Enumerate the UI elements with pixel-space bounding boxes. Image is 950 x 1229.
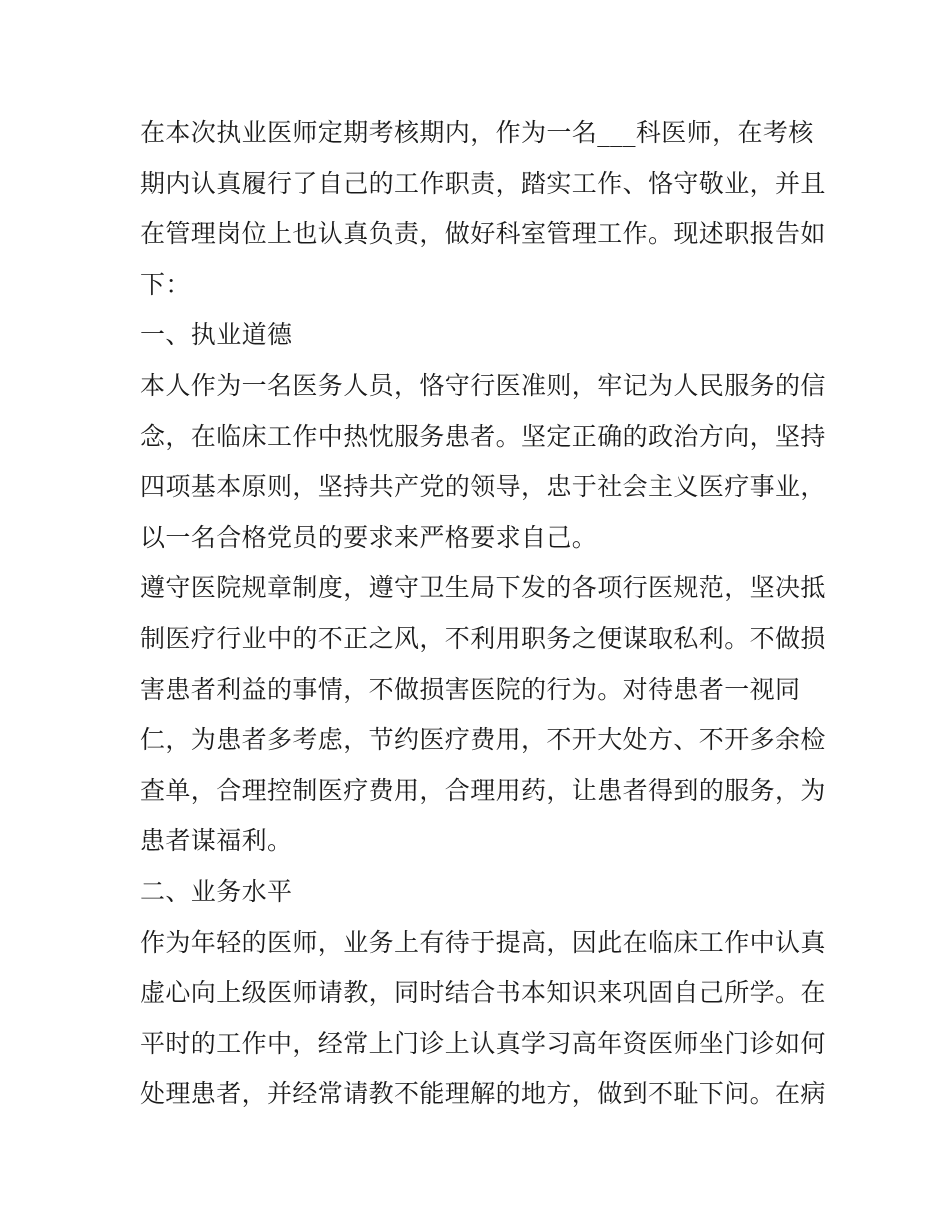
text-line: 虚心向上级医师请教，同时结合书本知识来巩固自己所学。在 — [140, 978, 826, 1008]
text-line: 害患者利益的事情，不做损害医院的行为。对待患者一视同 — [140, 674, 801, 704]
text-line: 期内认真履行了自己的工作职责，踏实工作、恪守敬业，并且 — [140, 168, 826, 198]
text-line: 仁，为患者多考虑，节约医疗费用，不开大处方、不开多余检 — [140, 725, 826, 755]
report-body — [140, 108, 826, 1120]
text-line: 在本次执业医师定期考核期内，作为一名___科医师，在考核 — [140, 118, 814, 147]
text-line: 遵守医院规章制度，遵守卫生局下发的各项行医规范，坚决抵 — [140, 573, 826, 603]
text-line: 以一名合格党员的要求来严格要求自己。 — [140, 522, 598, 552]
text-line: 制医疗行业中的不正之风，不利用职务之便谋取私利。不做损 — [140, 623, 826, 653]
text-line: 患者谋福利。 — [140, 826, 293, 856]
text-line: 四项基本原则，坚持共产党的领导，忠于社会主义医疗事业， — [140, 472, 826, 502]
text-line: 作为年轻的医师，业务上有待于提高，因此在临床工作中认真 — [140, 927, 826, 957]
text-line: 下： — [140, 269, 191, 299]
section-heading: 一、执业道德 — [140, 320, 293, 350]
text-line: 处理患者，并经常请教不能理解的地方，做到不耻下问。在病 — [140, 1079, 826, 1109]
text-line: 查单，合理控制医疗费用，合理用药，让患者得到的服务，为 — [140, 775, 826, 805]
text-line: 本人作为一名医务人员，恪守行医准则，牢记为人民服务的信 — [140, 370, 826, 400]
text-line: 在管理岗位上也认真负责，做好科室管理工作。现述职报告如 — [140, 219, 826, 249]
text-line: 平时的工作中，经常上门诊上认真学习高年资医师坐门诊如何 — [140, 1028, 826, 1058]
text-line: 念，在临床工作中热忱服务患者。坚定正确的政治方向，坚持 — [140, 421, 826, 451]
section-heading: 二、业务水平 — [140, 876, 293, 906]
